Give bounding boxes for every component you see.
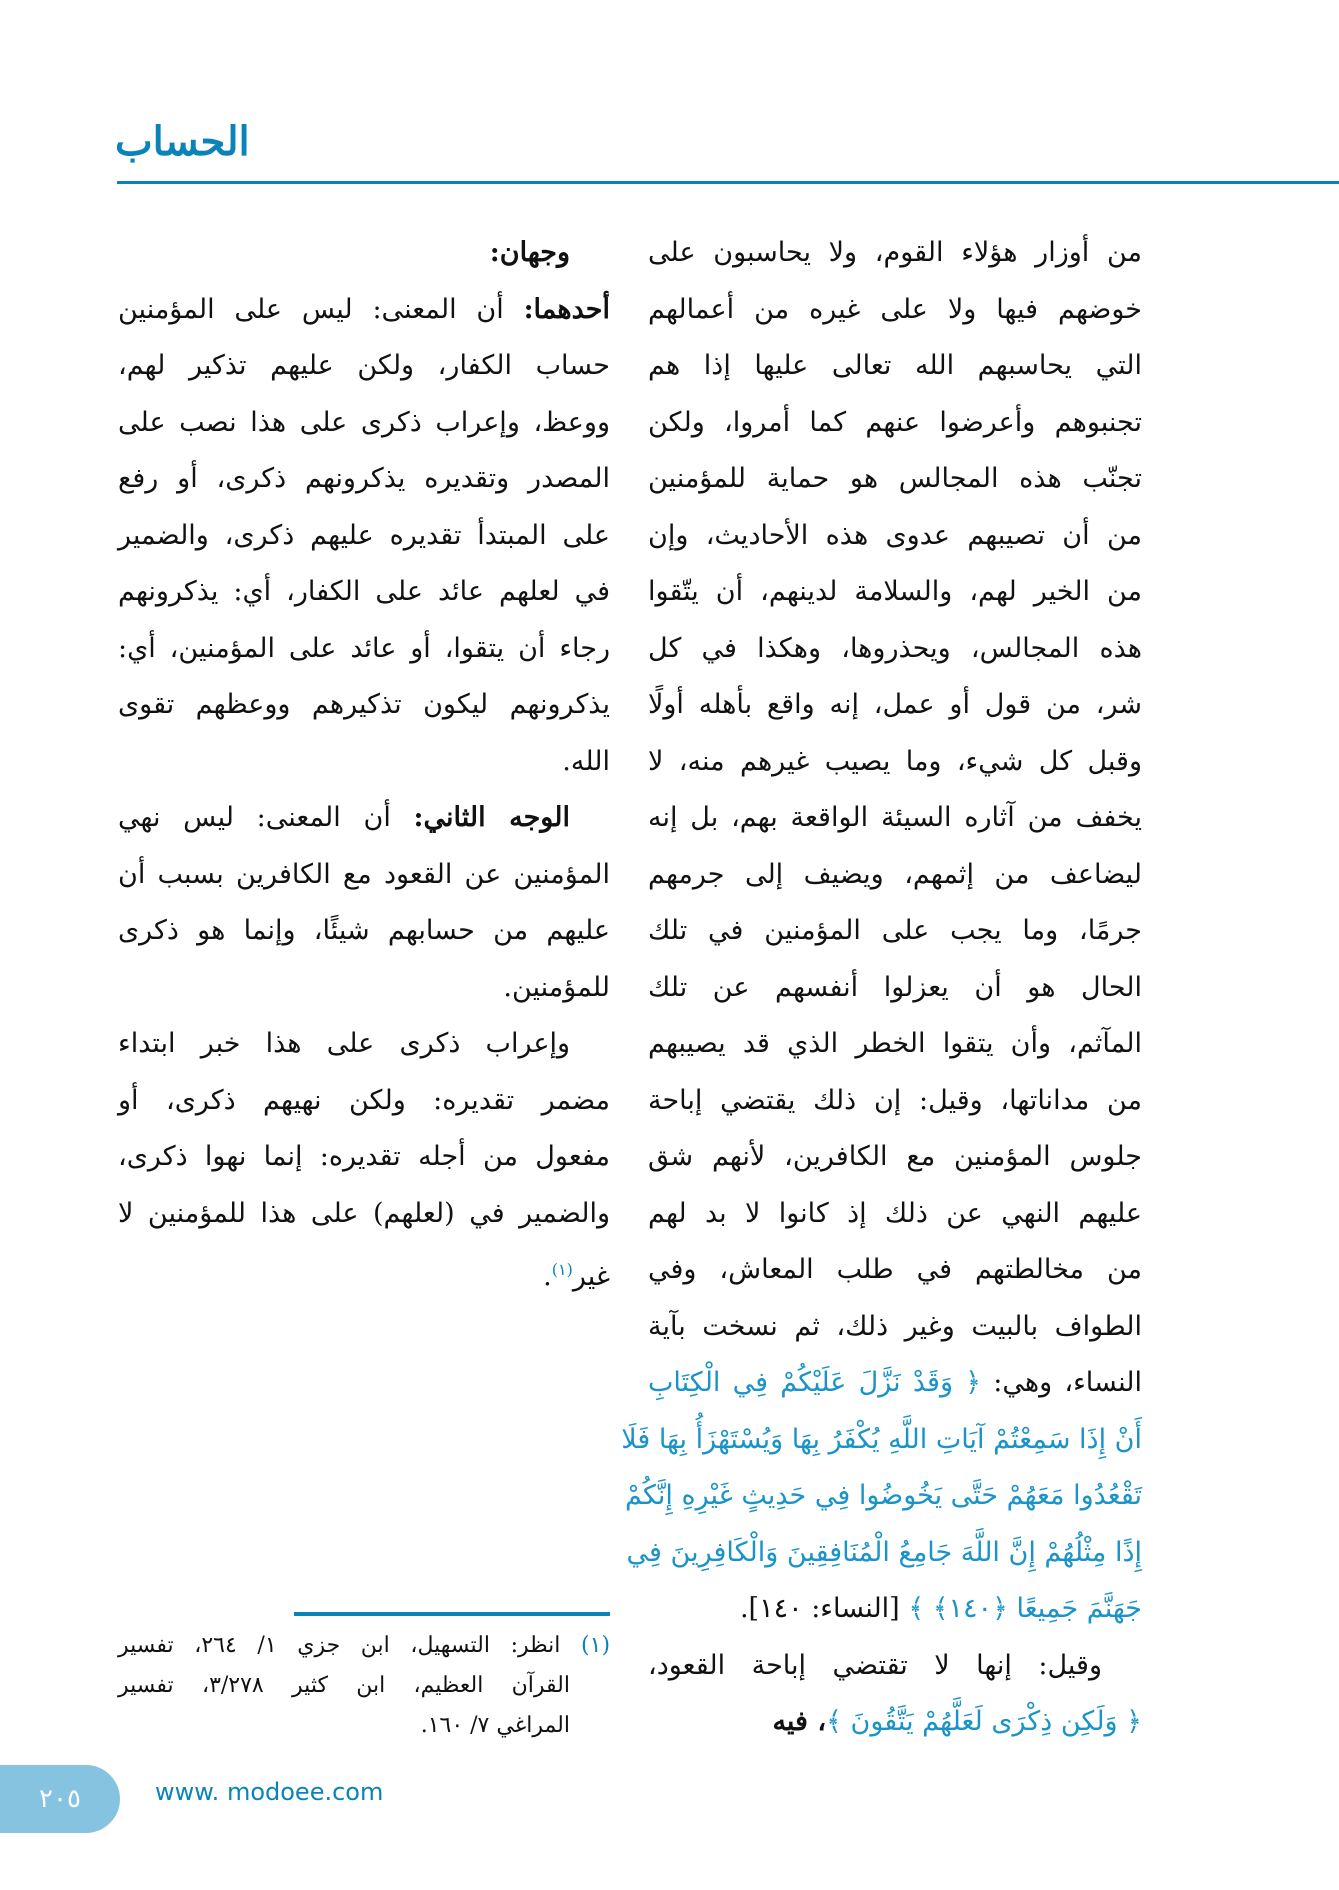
footnote [118, 1626, 610, 1746]
text-line: في لعلهم عائد على الكفار، أي: يذكرونهم [118, 576, 610, 607]
text-line: المؤمنين عن القعود مع الكافرين بسبب أن [118, 858, 610, 890]
text-line: جلوس المؤمنين مع الكافرين، لأنهم شق [648, 1141, 1142, 1172]
text-line: وقبل كل شيء، وما يصيب غيرهم منه، لا [648, 745, 1143, 777]
text-line: على المبتدأ تقديره عليهم ذكرى، والضمير [118, 519, 610, 551]
quran-verse: ﴿ وَلَكِن ذِكْرَى لَعَلَّهُمْ يَتَّقُونَ ﴾ [826, 1706, 1142, 1737]
text-line [118, 790, 610, 847]
text-line: عليهم النهي عن ذلك إذ كانوا لا بد لهم [648, 1197, 1142, 1229]
text-line: خوضهم فيها ولا على غيره من أعمالهم [648, 293, 1142, 325]
text-line: ووعظ، وإعراب ذكرى على هذا نصب على [118, 406, 610, 438]
text-line: شر، من قول أو عمل، إنه واقع بأهله أولًا [648, 689, 1142, 720]
text-line: حساب الكفار، ولكن عليهم تذكير لهم، [118, 350, 610, 381]
text-line [648, 1581, 1142, 1638]
text-line [648, 1355, 1142, 1412]
paragraph-lead: أحدهما: [523, 293, 610, 325]
text-line: تجنّب هذه المجالس هو حماية للمؤمنين [648, 463, 1142, 494]
text-line: رجاء أن يتقوا، أو عائد على المؤمنين، أي: [118, 632, 610, 664]
text-line: من أوزار هؤلاء القوم، ولا يحاسبون على [648, 237, 1142, 268]
text-line [648, 1638, 1142, 1695]
chapter-title: الحساب [115, 118, 250, 165]
text-line: . [543, 1261, 552, 1292]
text-line: للمؤمنين. [503, 971, 610, 1003]
text-line: ليضاعف من إثمهم، ويضيف إلى جرمهم [648, 858, 1142, 890]
left-column [118, 225, 610, 1299]
text-line: المآثم، وأن يتقوا الخطر الذي قد يصيبهم [648, 1028, 1142, 1059]
verse-reference: [النساء: ١٤٠]. [739, 1593, 900, 1624]
text-line: أن المعنى: ليس نهي [118, 802, 414, 833]
verse-intro: النساء، وهي: [993, 1367, 1142, 1398]
text-line: ، فيه [772, 1706, 827, 1737]
text-line: التي يحاسبهم الله تعالى عليها إذا هم [648, 350, 1142, 381]
page-number: ٢٠٥ [0, 1765, 120, 1833]
text-line: يخفف من آثاره السيئة الواقعة بهم، بل إنه [648, 802, 1142, 833]
text-line: مفعول من أجله تقديره: إنما نهوا ذكرى، [118, 1141, 610, 1172]
text-line: وقيل: إنها لا تقتضي إباحة القعود، [648, 1649, 1102, 1681]
text-line: الله. [562, 745, 610, 777]
text-line: أن المعنى: ليس على المؤمنين [118, 293, 524, 325]
footnote-divider [294, 1612, 610, 1616]
text-line [118, 282, 610, 339]
right-column [621, 225, 1143, 1751]
text-line: من الخير لهم، والسلامة لدينهم، أن يتّقوا [648, 576, 1142, 607]
header-divider [117, 181, 1339, 184]
footnote-number: (١) [581, 1633, 611, 1658]
text-line: هذه المجالس، ويحذروها، وهكذا في كل [648, 632, 1142, 664]
footnote-reference: (١) [551, 1260, 573, 1279]
text-line: الحال هو أن يعزلوا أنفسهم عن تلك [648, 971, 1142, 1003]
text-line: من مداناتها، وقيل: إن ذلك يقتضي إباحة [648, 1084, 1142, 1116]
text-line: غير [572, 1261, 610, 1292]
text-line: والضمير في (لعلهم) على هذا للمؤمنين لا [118, 1197, 610, 1229]
text-line: من أن تصيبهم عدوى هذه الأحاديث، وإن [648, 519, 1142, 551]
quran-verse: أَنْ إِذَا سَمِعْتُمْ آيَاتِ اللَّهِ يُكْفَرُ بِهَا وَيُسْتَهْزَأُ بِهَا فَلَا [621, 1423, 1142, 1455]
text-line [648, 1694, 1142, 1751]
text-line [118, 1242, 610, 1299]
text-line: يذكرونهم ليكون تذكيرهم ووعظهم تقوى [118, 689, 610, 720]
text-line: وجهان: [489, 237, 570, 268]
footnote-line [118, 1626, 610, 1666]
text-line: من مخالطتهم في طلب المعاش، وفي [648, 1254, 1142, 1285]
footnote-line: القرآن العظيم، ابن كثير ٣/٢٧٨، تفسير [118, 1673, 571, 1698]
quran-verse: تَقْعُدُوا مَعَهُمْ حَتَّى يَخُوضُوا فِي حَدِيثٍ غَيْرِهِ إِنَّكُمْ [624, 1480, 1142, 1511]
text-line: المصدر وتقديره يذكرونهم ذكرى، أو رفع [118, 463, 610, 494]
paragraph-lead: الوجه الثاني: [413, 802, 570, 833]
text-line: تجنبوهم وأعرضوا عنهم كما أمروا، ولكن [648, 406, 1142, 438]
quran-verse: جَهَنَّمَ جَمِيعًا ﴿١٤٠﴾ ﴾ [908, 1593, 1142, 1624]
text-line: الطواف بالبيت وغير ذلك، ثم نسخت بآية [648, 1310, 1142, 1342]
website-link[interactable]: www. modoee.com [155, 1778, 384, 1806]
text-line: انظر: التسهيل، ابن جزي ١/ ٢٦٤، تفسير [118, 1633, 561, 1658]
text-line: وإعراب ذكرى على هذا خبر ابتداء [118, 1028, 570, 1059]
footnote-line: المراغي ٧/ ١٦٠. [420, 1713, 570, 1738]
quran-verse: ﴿ وَقَدْ نَزَّلَ عَلَيْكُمْ فِي الْكِتَابِ [648, 1367, 982, 1398]
text-line: مضمر تقديره: ولكن نهيهم ذكرى، أو [118, 1084, 610, 1116]
text-line: عليهم من حسابهم شيئًا، وإنما هو ذكرى [118, 915, 610, 946]
quran-verse: إِذًا مِثْلُهُمْ إِنَّ اللَّهَ جَامِعُ الْمُنَافِقِينَ وَالْكَافِرِينَ فِي [626, 1536, 1142, 1568]
text-line: جرمًا، وما يجب على المؤمنين في تلك [648, 915, 1142, 946]
